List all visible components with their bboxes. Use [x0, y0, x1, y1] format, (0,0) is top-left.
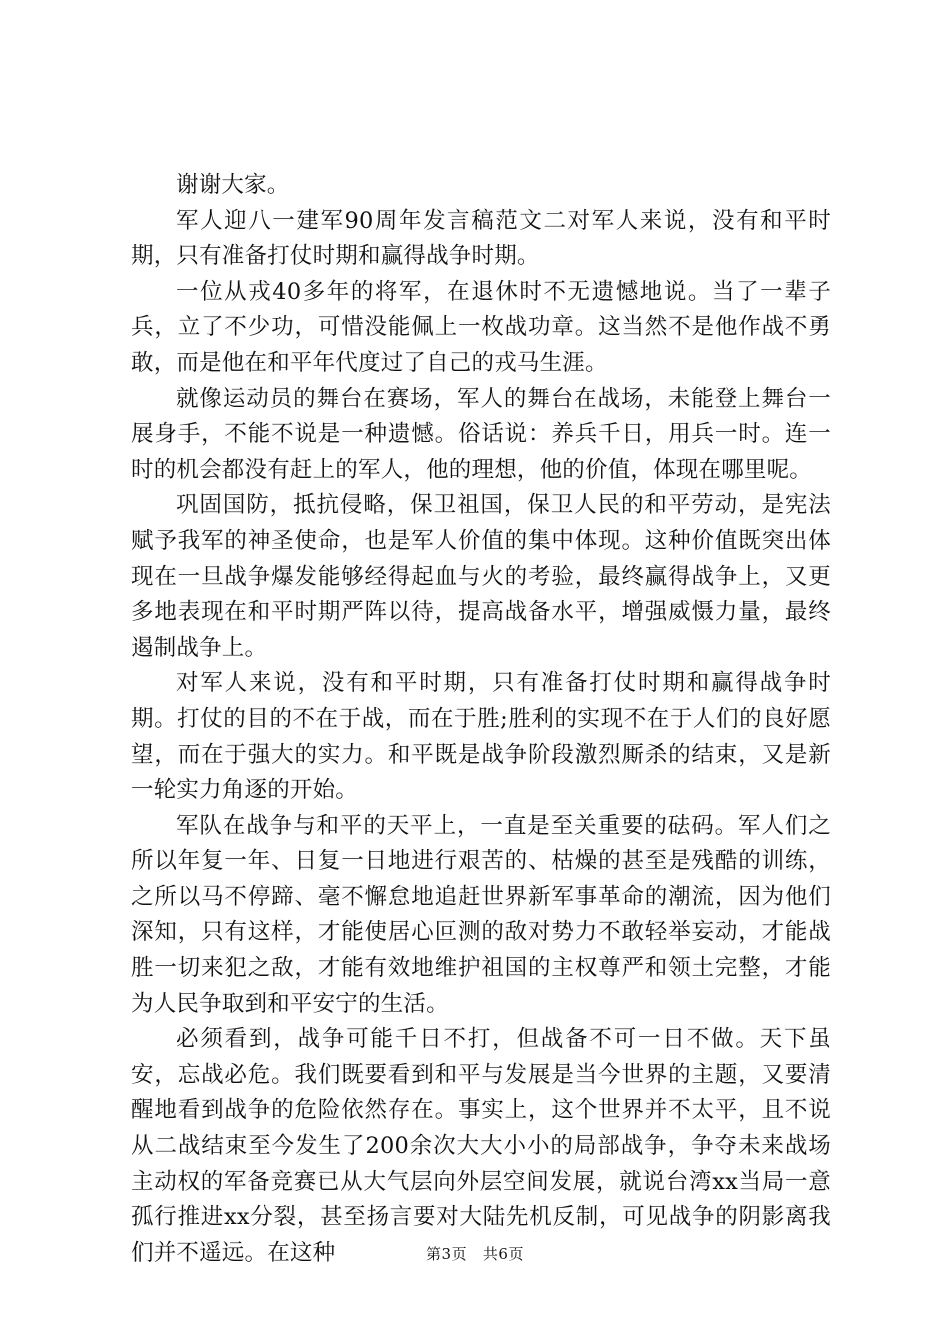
document-body	[131, 168, 831, 1271]
paragraph-1: 谢谢大家。	[176, 172, 290, 198]
page-footer	[0, 1244, 950, 1264]
page-number: 第3页	[426, 1245, 468, 1263]
paragraph-7: 军队在战争与和平的天平上，一直是至关重要的砝码。军人们之所以年复一年、日复一日地进行艰苦的、枯燥的甚至是残酷的训练，之所以马不停蹄、毫不懈怠地追赶世界新军事革命的潮流，因为他们深知，只有这样，才能使居心叵测的敌对势力不敢轻举妄动，才能战胜一切来犯之敌，才能有效地维护祖国的主权尊严和领土完整，才能为人民争取到和平安宁的生活。	[131, 812, 831, 1017]
paragraph-8: 必须看到，战争可能千日不打，但战备不可一日不做。天下虽安，忘战必危。我们既要看到和平与发展是当今世界的主题，又要清醒地看到战争的危险依然存在。事实上，这个世界并不太平，且不说从二战结束至今发生了200余次大大小小的局部战争，争夺未来战场主动权的军备竞赛已从大气层向外层空间发展，就说台湾xx当局一意孤行推进xx分裂，甚至扬言要对大陆先机反制，可见战争的阴影离我们并不遥远。在这种	[131, 1026, 831, 1266]
page-separator	[472, 1245, 477, 1263]
paragraph-6: 对军人来说，没有和平时期，只有准备打仗时期和赢得战争时期。打仗的目的不在于战，而在于胜;胜利的实现不在于人们的良好愿望，而在于强大的实力。和平既是战争阶段激烈厮杀的结束，又是新一轮实力角逐的开始。	[131, 670, 831, 804]
paragraph-4: 就像运动员的舞台在赛场，军人的舞台在战场，未能登上舞台一展身手，不能不说是一种遗憾。俗话说：养兵千日，用兵一时。连一时的机会都没有赶上的军人，他的理想，他的价值，体现在哪里呢。	[131, 385, 831, 483]
paragraph-3: 一位从戎40多年的将军，在退休时不无遗憾地说。当了一辈子兵，立了不少功，可惜没能佩上一枚战功章。这当然不是他作战不勇敢，而是他在和平年代度过了自己的戎马生涯。	[131, 278, 831, 376]
paragraph-2: 军人迎八一建军90周年发言稿范文二对军人来说，没有和平时期，只有准备打仗时期和赢得战争时期。	[131, 207, 831, 270]
paragraph-5: 巩固国防，抵抗侵略，保卫祖国，保卫人民的和平劳动，是宪法赋予我军的神圣使命，也是军人价值的集中体现。这种价值既突出体现在一旦战争爆发能够经得起血与火的考验，最终赢得战争上，又更多地表现在和平时期严阵以待，提高战备水平，增强威慑力量，最终遏制战争上。	[131, 492, 831, 661]
page-total: 共6页	[482, 1245, 524, 1263]
